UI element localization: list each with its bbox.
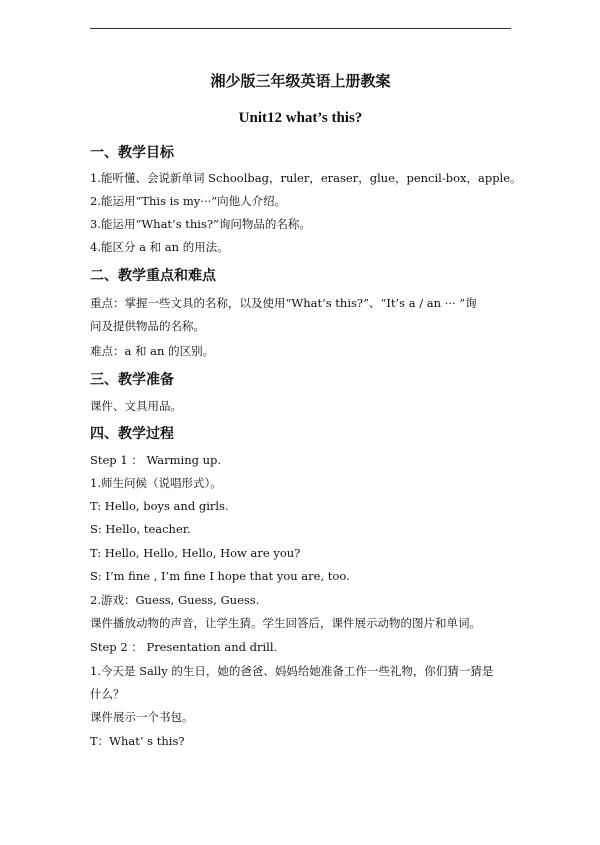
objective-line-2: 2.能运用“This is my···”向他人介绍。 xyxy=(90,194,287,208)
header-rule xyxy=(90,28,511,29)
process-line-9: Step 2 ： Presentation and drill. xyxy=(90,640,278,654)
section-heading-keypoints: 二、教学重点和难点 xyxy=(90,268,216,284)
process-line-1: Step 1 ： Warming up. xyxy=(90,453,222,467)
document-title: 湘少版三年级英语上册教案 xyxy=(210,72,391,90)
section-heading-process: 四、教学过程 xyxy=(90,426,174,442)
unit-title: Unit12 what’s this? xyxy=(238,110,363,126)
preparation-line-1: 课件、文具用品。 xyxy=(90,399,182,413)
keypoint-line-2: 问及提供物品的名称。 xyxy=(90,319,205,333)
process-line-13: T：What’ s this? xyxy=(90,734,185,748)
keypoint-line-3: 难点：a 和 an 的区别。 xyxy=(90,344,215,358)
section-heading-objectives: 一、教学目标 xyxy=(90,145,174,161)
section-heading-preparation: 三、教学准备 xyxy=(90,372,174,388)
document-page xyxy=(90,72,511,127)
process-line-8: 课件播放动物的声音，让学生猜。学生回答后，课件展示动物的图片和单词。 xyxy=(90,616,481,630)
process-line-6: S: I’m fine , I’m fine I hope that you are, too. xyxy=(90,569,350,583)
objective-line-1: 1.能听懂、会说新单词 Schoolbag，ruler，eraser，glue，pencil-box，apple。 xyxy=(90,171,522,185)
process-line-12: 课件展示一个书包。 xyxy=(90,710,194,724)
process-line-7: 2.游戏：Guess, Guess, Guess. xyxy=(90,593,260,607)
objective-line-4: 4.能区分 a 和 an 的用法。 xyxy=(90,240,229,254)
process-line-5: T: Hello, Hello, Hello, How are you? xyxy=(90,546,301,560)
keypoint-line-1: 重点：掌握一些文具的名称，以及使用“What’s this?”、“It’s a / an ··· ”询 xyxy=(90,296,477,310)
objective-line-3: 3.能运用“What’s this?”询问物品的名称。 xyxy=(90,217,311,231)
process-line-2: 1.师生问候（说唱形式）。 xyxy=(90,476,222,490)
process-line-10: 1.今天是 Sally 的生日，她的爸爸、妈妈给她准备工作一些礼物，你们猜一猜是 xyxy=(90,664,494,678)
process-line-4: S: Hello, teacher. xyxy=(90,522,191,536)
process-line-3: T: Hello, boys and girls. xyxy=(90,499,229,513)
process-line-11: 什么？ xyxy=(90,687,125,701)
